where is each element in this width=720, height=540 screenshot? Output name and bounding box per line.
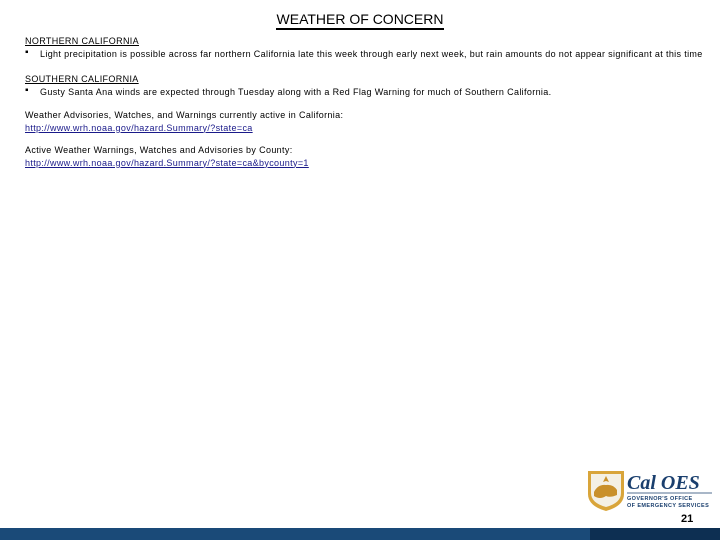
bullet-icon: ▪ — [25, 46, 29, 58]
northern-bullet — [25, 48, 705, 61]
southern-bullet — [25, 86, 705, 99]
slide-title-text: WEATHER OF CONCERN — [276, 11, 445, 30]
northern-heading: NORTHERN CALIFORNIA — [25, 36, 139, 46]
by-county-link[interactable]: http://www.wrh.noaa.gov/hazard.Summary/?state=ca&bycounty=1 — [25, 157, 309, 168]
advisories-link[interactable]: http://www.wrh.noaa.gov/hazard.Summary/?state=ca — [25, 122, 253, 133]
footer-bar — [0, 528, 720, 540]
cal-oes-logo — [586, 468, 716, 512]
slide-content — [25, 35, 705, 169]
slide-title — [0, 11, 720, 30]
logo-subtitle-1: GOVERNOR'S OFFICE — [627, 496, 693, 502]
footer-bar-accent — [590, 528, 720, 540]
logo-wordmark: Cal OES — [627, 472, 700, 494]
advisories-label: Weather Advisories, Watches, and Warnings currently active in California: — [25, 110, 344, 120]
by-county-label: Active Weather Warnings, Watches and Advisories by County: — [25, 145, 293, 155]
page-number: 21 — [681, 513, 694, 525]
southern-heading: SOUTHERN CALIFORNIA — [25, 74, 139, 84]
northern-bullet-text: Light precipitation is possible across far northern California late this week through early next week, but rain amounts do not appear significant at this time — [40, 48, 703, 59]
southern-bullet-text: Gusty Santa Ana winds are expected through Tuesday along with a Red Flag Warning for much of Southern California. — [40, 86, 552, 97]
bullet-icon: ▪ — [25, 84, 29, 96]
cal-oes-logo-graphic — [586, 468, 716, 512]
logo-subtitle-2: OF EMERGENCY SERVICES — [627, 503, 710, 509]
